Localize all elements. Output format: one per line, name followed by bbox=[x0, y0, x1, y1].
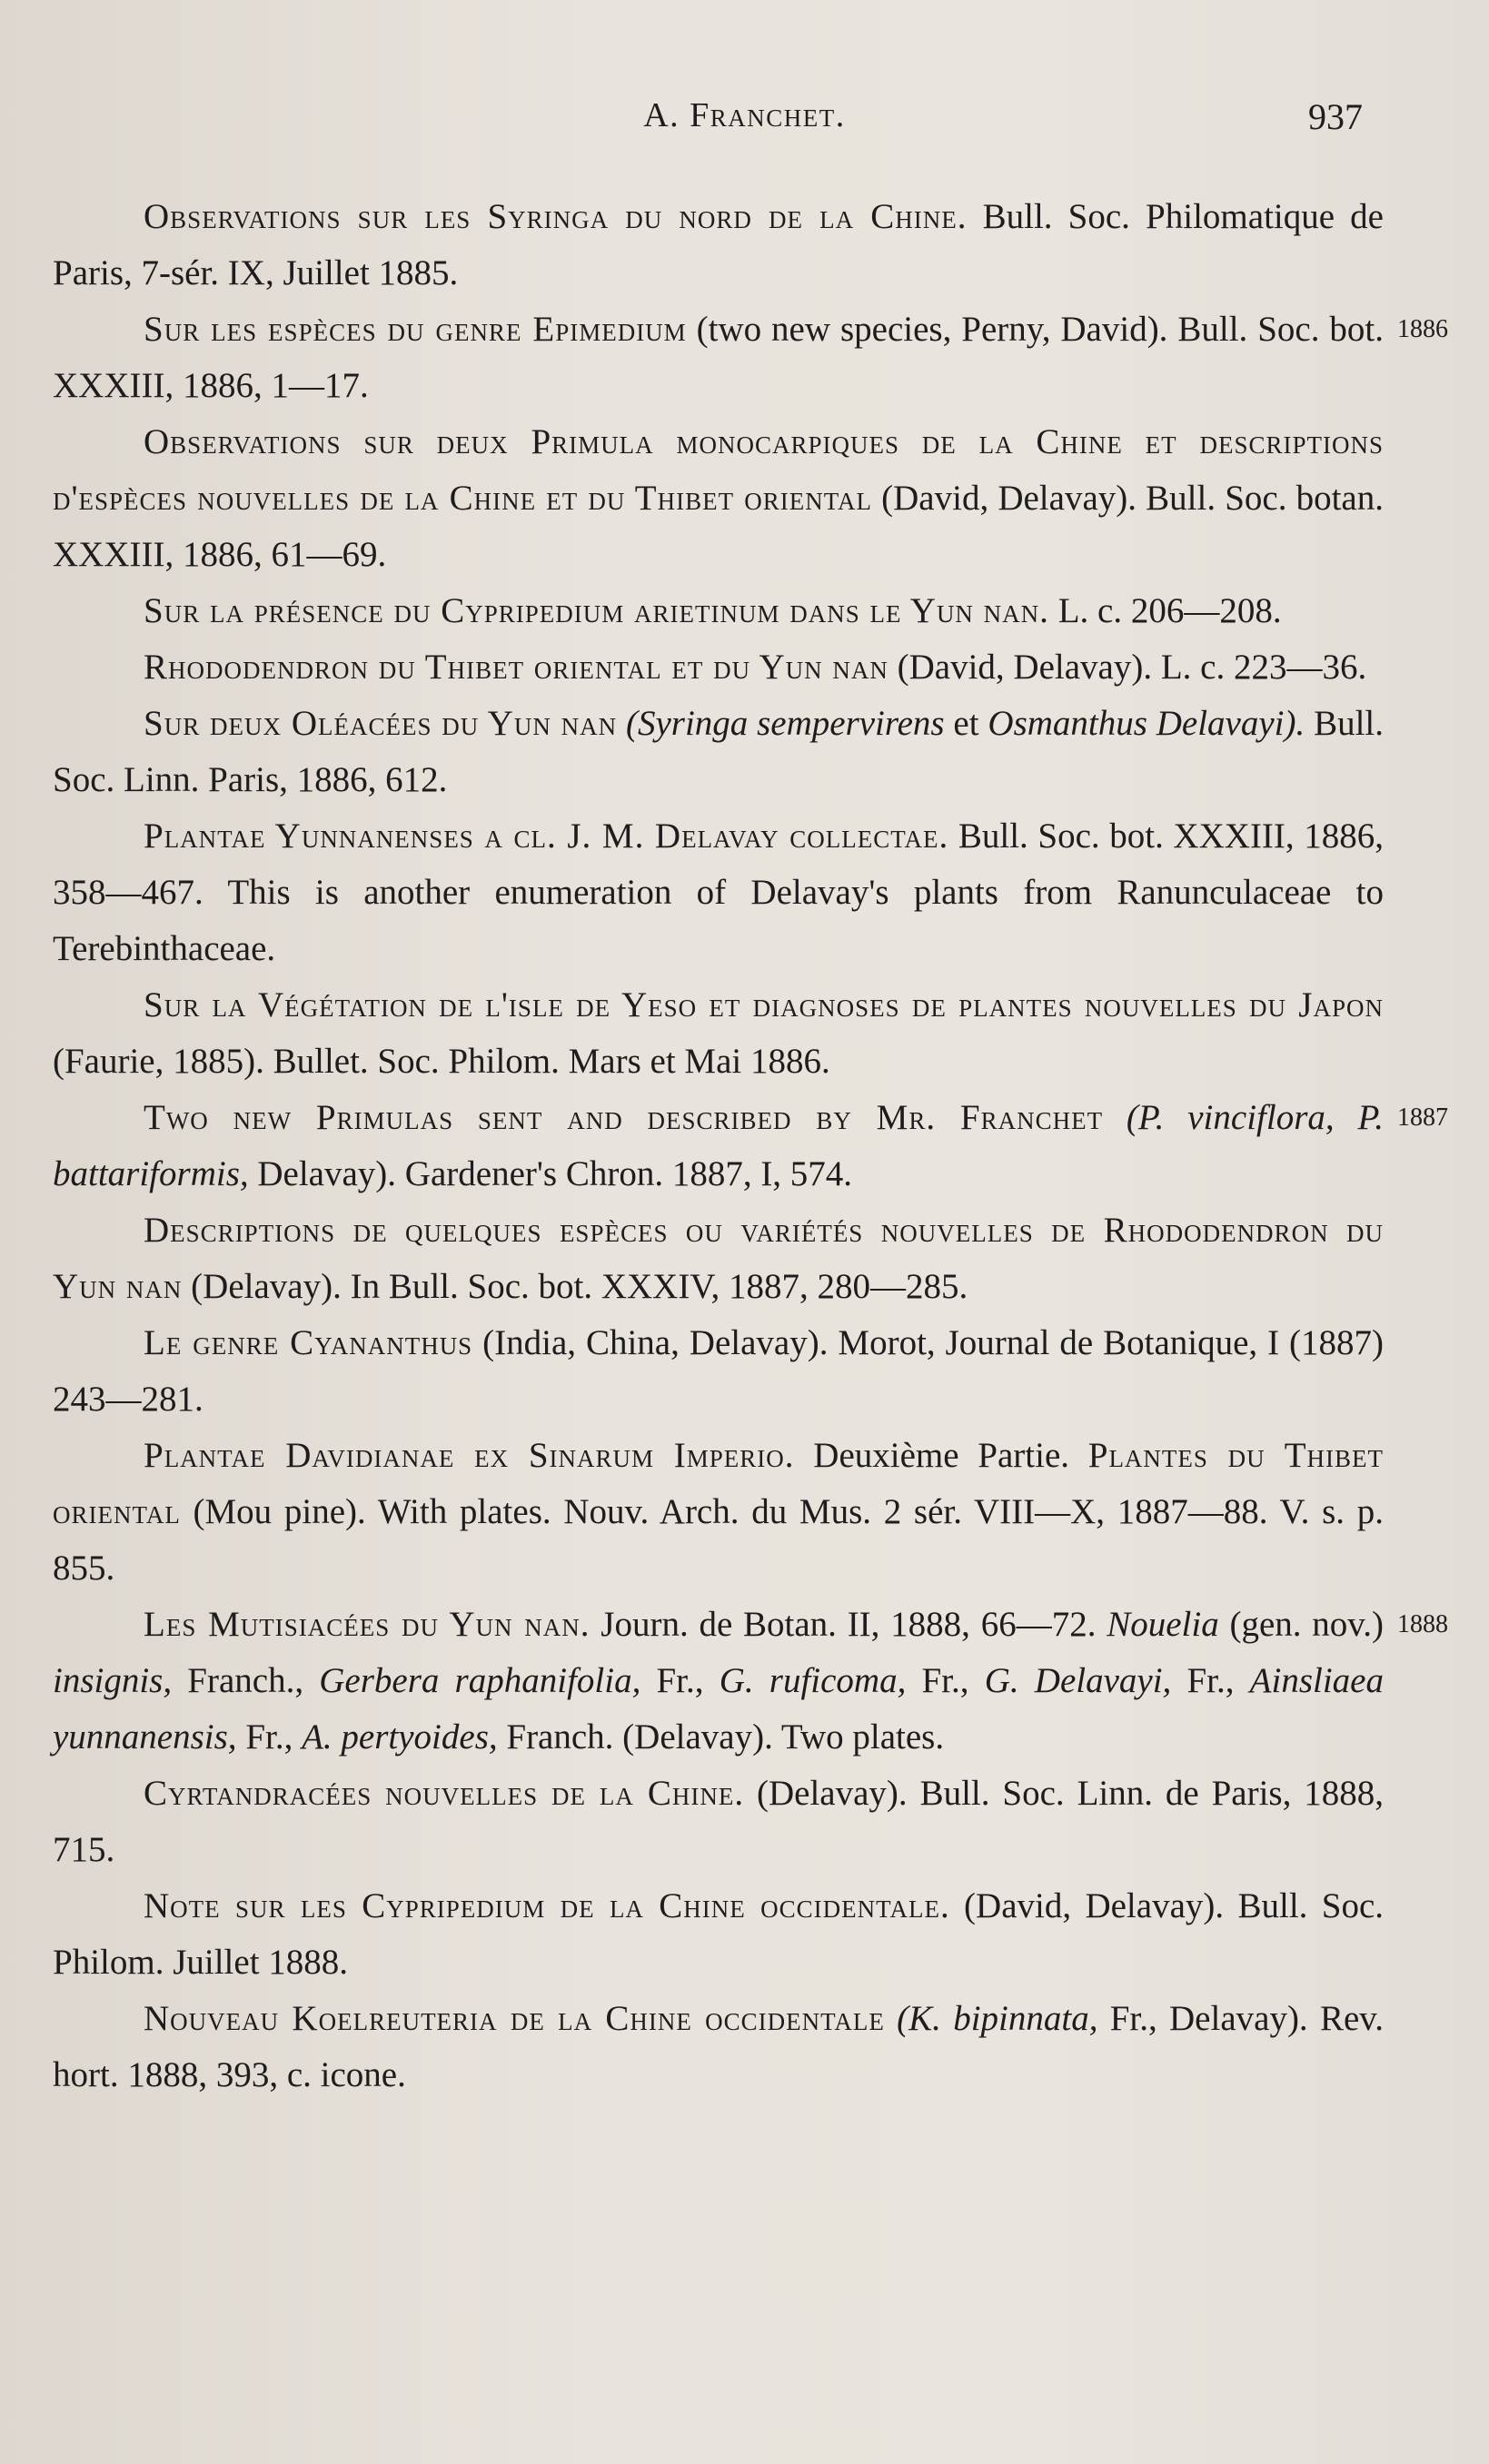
entry-title: Les Mutisiacées du Yun nan. bbox=[144, 1605, 591, 1644]
entry-text: (Delavay). Bull. Soc. Linn. de Paris, 1888, 715. bbox=[53, 1774, 1385, 1869]
entry-italic: A. pertyoides, bbox=[302, 1717, 498, 1756]
entry-italic: (K. bipinnata, bbox=[884, 1999, 1098, 2038]
bibliography-entry bbox=[53, 189, 1384, 302]
entry-text: Delavay). Gardener's Chron. 1887, I, 574. bbox=[248, 1154, 853, 1193]
entry-text: Deuxième Partie. bbox=[794, 1436, 1088, 1475]
entry-text: (gen. nov.) bbox=[1218, 1605, 1384, 1644]
bibliography-entry bbox=[53, 1090, 1448, 1202]
entry-title: Observations sur deux Primula monocarpiques de la Chine et descriptions d'espèces nouvelles de la Chine et du Thibet oriental bbox=[53, 422, 1384, 518]
entry-title: Sur les espèces du genre Epimedium bbox=[144, 310, 687, 349]
bibliography-entry bbox=[53, 1878, 1384, 1991]
margin-year: 1888 bbox=[1397, 1610, 1448, 1638]
entry-text: (India, China, Delavay). Morot, Journal de Botanique, I (1887) 243—281. bbox=[53, 1323, 1384, 1419]
entry-text: Bull. Soc. Philomatique de Paris, 7-sér. IX, Juillet 1885. bbox=[53, 197, 1384, 292]
entry-text: et bbox=[944, 704, 988, 743]
entry-title: Sur la présence du Cypripedium arietinum dans le Yun nan. bbox=[144, 591, 1049, 630]
entry-text: Franch., bbox=[172, 1661, 320, 1700]
bibliography-entry bbox=[53, 808, 1384, 977]
entry-title: Observations sur les Syringa du nord de la Chine. bbox=[144, 197, 968, 236]
bibliography-list bbox=[53, 189, 1448, 2103]
entry-title: Sur la Végétation de l'isle de Yeso et diagnoses de plantes nouvelles du Japon bbox=[144, 985, 1384, 1024]
bibliography-entry bbox=[53, 1991, 1384, 2103]
entry-text: Fr., bbox=[640, 1661, 720, 1700]
entry-text: Franch. (Delavay). Two plates. bbox=[497, 1717, 945, 1756]
entry-text: (David, Delavay). Bull. Soc. botan. XXXIII, 1886, 61—69. bbox=[53, 479, 1384, 574]
page-number: 937 bbox=[1308, 96, 1363, 137]
entry-title: Rhododendron du Thibet oriental et du Yun nan bbox=[144, 648, 888, 687]
entry-text: Fr., bbox=[906, 1661, 985, 1700]
entry-title: Plantes du Thibet oriental bbox=[53, 1436, 1385, 1531]
running-title: A. Franchet. bbox=[643, 96, 846, 134]
bibliography-entry bbox=[53, 302, 1448, 414]
entry-title: Cyrtandracées nouvelles de la Chine. bbox=[144, 1774, 745, 1813]
bibliography-entry bbox=[53, 1766, 1384, 1878]
entry-italic: (P. vinciflora, P. battariformis, bbox=[53, 1098, 1384, 1193]
entry-text: Fr., bbox=[1171, 1661, 1250, 1700]
bibliography-entry bbox=[53, 639, 1384, 696]
entry-title: Nouveau Koelreuteria de la Chine occidentale bbox=[144, 1999, 885, 2038]
entry-title: Two new Primulas sent and described by Mr. Franchet bbox=[144, 1098, 1104, 1137]
entry-text: Bull. Soc. bot. XXXIII, 1886, 358—467. This is another enumeration of Delavay's plants from Ranunculaceae to Terebinthaceae. bbox=[53, 816, 1384, 968]
entry-italic: G. ruficoma, bbox=[719, 1661, 907, 1700]
entry-text: Fr., Delavay). Rev. hort. 1888, 393, c. icone. bbox=[53, 1999, 1384, 2094]
entry-italic: insignis, bbox=[53, 1661, 173, 1700]
entry-text: (Delavay). In Bull. Soc. bot. XXXIV, 1887, 280—285. bbox=[182, 1267, 968, 1306]
bibliography-entry bbox=[53, 414, 1384, 583]
bibliography-entry bbox=[53, 696, 1384, 808]
entry-title: Plantae Davidianae ex Sinarum Imperio. bbox=[144, 1436, 795, 1475]
bibliography-entry bbox=[53, 583, 1384, 639]
entry-title: Note sur les Cypripedium de la Chine occidentale. bbox=[144, 1886, 950, 1925]
entry-title: Descriptions de quelques espèces ou variétés nouvelles de Rhododendron du Yun nan bbox=[53, 1211, 1384, 1306]
entry-italic: Nouelia bbox=[1107, 1605, 1219, 1644]
entry-italic: Gerbera raphanifolia, bbox=[319, 1661, 641, 1700]
entry-text: (Mou pine). With plates. Nouv. Arch. du Mus. 2 sér. VIII—X, 1887—88. V. s. p. 855. bbox=[53, 1492, 1384, 1588]
margin-year: 1887 bbox=[1397, 1103, 1448, 1132]
entry-text: Fr., bbox=[236, 1717, 303, 1756]
margin-year: 1886 bbox=[1397, 315, 1448, 343]
entry-text: Journ. de Botan. II, 1888, 66—72. bbox=[590, 1605, 1107, 1644]
entry-title: Sur deux Oléacées du Yun nan bbox=[144, 704, 618, 743]
entry-title: Le genre Cyananthus bbox=[144, 1323, 473, 1362]
bibliography-entry bbox=[53, 1597, 1448, 1766]
bibliography-entry bbox=[53, 977, 1384, 1090]
entry-title: Plantae Yunnanenses a cl. J. M. Delavay collectae. bbox=[144, 816, 949, 856]
entry-text: L. c. 206—208. bbox=[1048, 591, 1282, 630]
entry-text: (David, Delavay). Bull. Soc. Philom. Juillet 1888. bbox=[53, 1886, 1384, 1982]
entry-italic: G. Delavayi, bbox=[984, 1661, 1172, 1700]
entry-text: (David, Delavay). L. c. 223—36. bbox=[888, 648, 1367, 687]
entry-italic: Osmanthus Delavayi). bbox=[988, 704, 1305, 743]
entry-italic: Ainsliaea yunnanensis, bbox=[53, 1661, 1384, 1756]
entry-text: (two new species, Perny, David). Bull. Soc. bot. XXXIII, 1886, 1—17. bbox=[53, 310, 1384, 405]
bibliography-entry bbox=[53, 1315, 1384, 1428]
entry-text: Bull. Soc. Linn. Paris, 1886, 612. bbox=[53, 704, 1385, 799]
entry-text: (Faurie, 1885). Bullet. Soc. Philom. Mars et Mai 1886. bbox=[53, 1042, 830, 1081]
bibliography-entry bbox=[53, 1202, 1384, 1315]
bibliography-entry bbox=[53, 1428, 1384, 1597]
entry-italic: (Syringa sempervirens bbox=[617, 704, 945, 743]
